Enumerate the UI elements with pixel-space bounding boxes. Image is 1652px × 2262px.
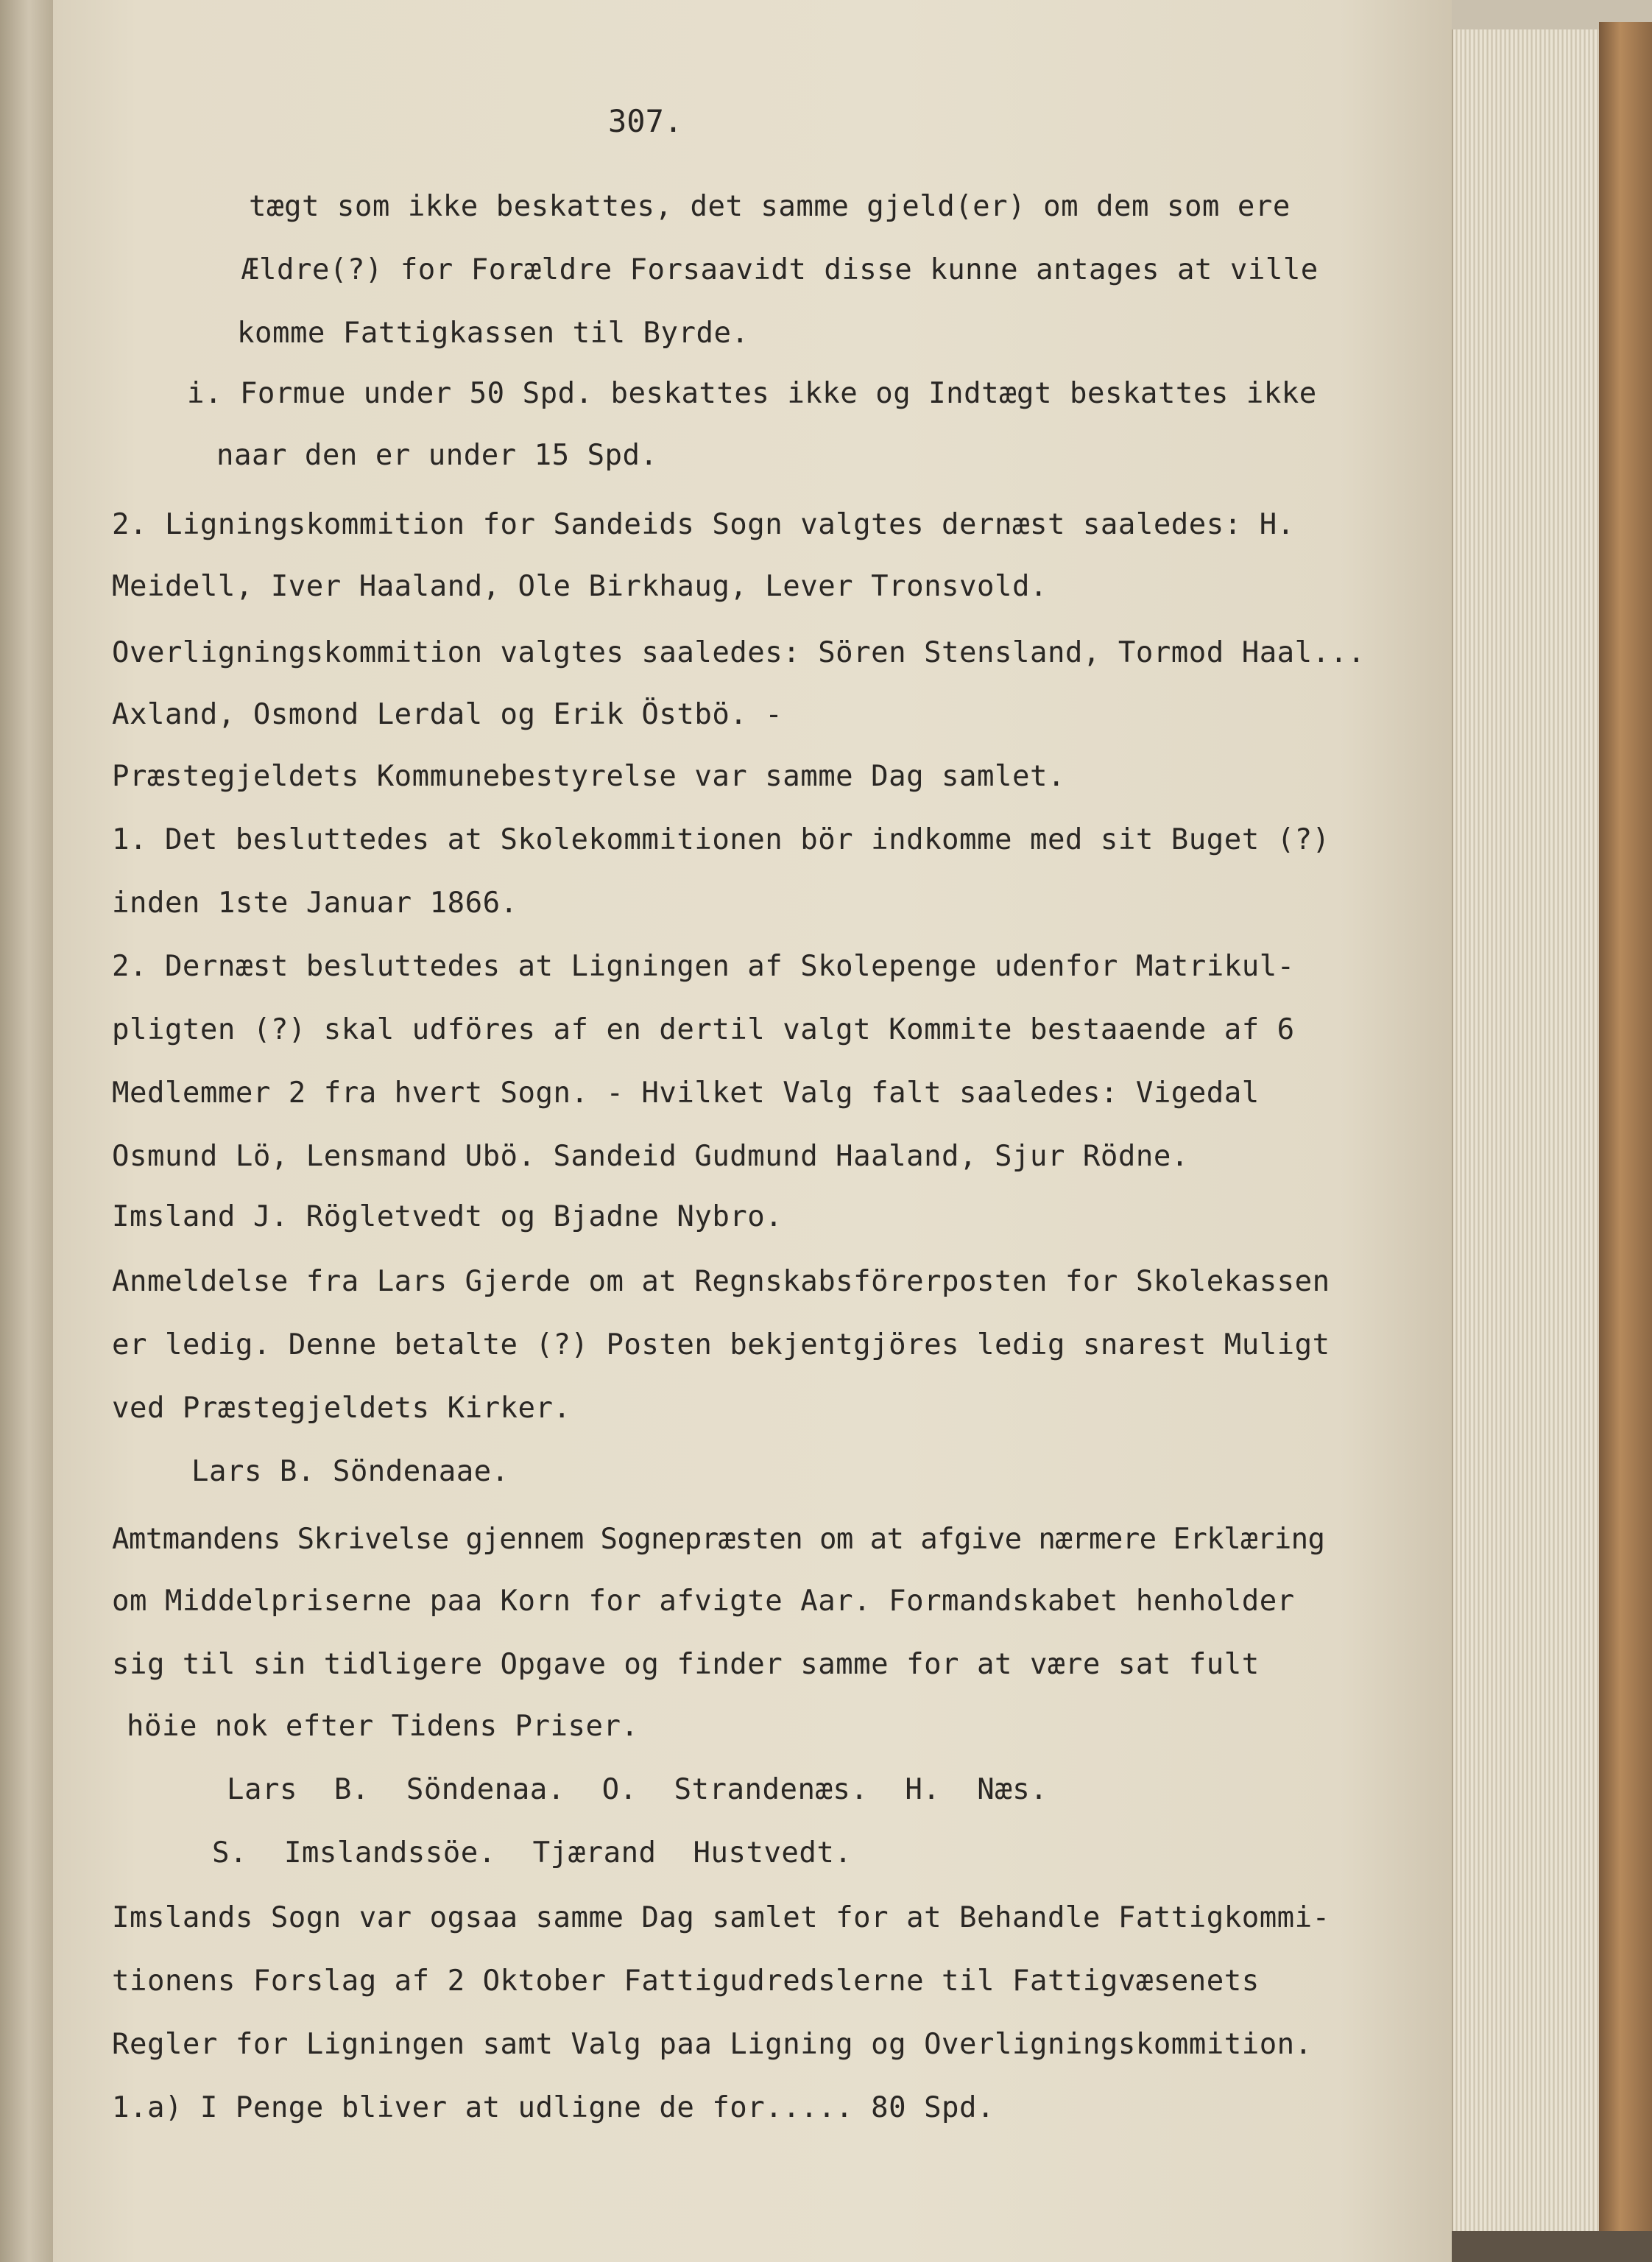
text-line: Osmund Lö, Lensmand Ubö. Sandeid Gudmund Haaland, Sjur Rödne. <box>112 1140 1189 1173</box>
text-line: er ledig. Denne betalte (?) Posten bekjentgjöres ledig snarest Muligt <box>112 1328 1330 1361</box>
text-line: Meidell, Iver Haaland, Ole Birkhaug, Lever Tronsvold. <box>112 570 1048 603</box>
text-line: Ældre(?) for Forældre Forsaavidt disse kunne antages at ville <box>241 253 1319 286</box>
signature-line: Lars B. Söndenaa. O. Strandenæs. H. Næs. <box>227 1773 1048 1806</box>
page-number: 307. <box>608 103 683 139</box>
text-line: Præstegjeldets Kommunebestyrelse var samme Dag samlet. <box>112 760 1065 793</box>
text-line: tionens Forslag af 2 Oktober Fattigudredslerne til Fattigvæsenets <box>112 1965 1260 1998</box>
text-line: ved Præstegjeldets Kirker. <box>112 1392 571 1425</box>
text-line: naar den er under 15 Spd. <box>216 439 658 472</box>
text-line: Amtmandens Skrivelse gjennem Sognepræsten om at afgive nærmere Erklæring <box>112 1523 1325 1556</box>
text-line: pligten (?) skal udföres af en dertil valgt Kommite bestaaende af 6 <box>112 1013 1295 1046</box>
text-line: om Middelpriserne paa Korn for afvigte Aar. Formandskabet henholder <box>112 1585 1295 1618</box>
text-line: sig til sin tidligere Opgave og finder samme for at være sat fult <box>112 1648 1260 1681</box>
text-line: Axland, Osmond Lerdal og Erik Östbö. - <box>112 698 783 731</box>
text-line: 1.a) I Penge bliver at udligne de for..... 80 Spd. <box>112 2091 995 2124</box>
text-line: i. Formue under 50 Spd. beskattes ikke og Indtægt beskattes ikke <box>187 377 1317 410</box>
text-line: 2. Ligningskommition for Sandeids Sogn valgtes dernæst saaledes: H. <box>112 508 1295 541</box>
text-line: Medlemmer 2 fra hvert Sogn. - Hvilket Valg falt saaledes: Vigedal <box>112 1077 1260 1110</box>
text-line: 1. Det besluttedes at Skolekommitionen bör indkomme med sit Buget (?) <box>112 823 1330 856</box>
text-line: Imsland J. Rögletvedt og Bjadne Nybro. <box>112 1200 783 1233</box>
signature-line: S. Imslandssöe. Tjærand Hustvedt. <box>212 1836 853 1870</box>
signature-line: Lars B. Söndenaae. <box>191 1455 509 1488</box>
text-line: 2. Dernæst besluttedes at Ligningen af Skolepenge udenfor Matrikul- <box>112 950 1295 983</box>
text-line: inden 1ste Januar 1866. <box>112 887 518 920</box>
text-line: Regler for Ligningen samt Valg paa Ligning og Overligningskommition. <box>112 2028 1313 2061</box>
text-line: Anmeldelse fra Lars Gjerde om at Regnskabsförerposten for Skolekassen <box>112 1265 1330 1298</box>
text-line: tægt som ikke beskattes, det samme gjeld(er) om dem som ere <box>249 190 1291 223</box>
text-line: Overligningskommition valgtes saaledes: Sören Stensland, Tormod Haal... <box>112 636 1366 669</box>
text-line: komme Fattigkassen til Byrde. <box>237 317 749 350</box>
text-line: Imslands Sogn var ogsaa samme Dag samlet for at Behandle Fattigkommi- <box>112 1901 1330 1934</box>
text-line: höie nok efter Tidens Priser. <box>127 1710 639 1743</box>
